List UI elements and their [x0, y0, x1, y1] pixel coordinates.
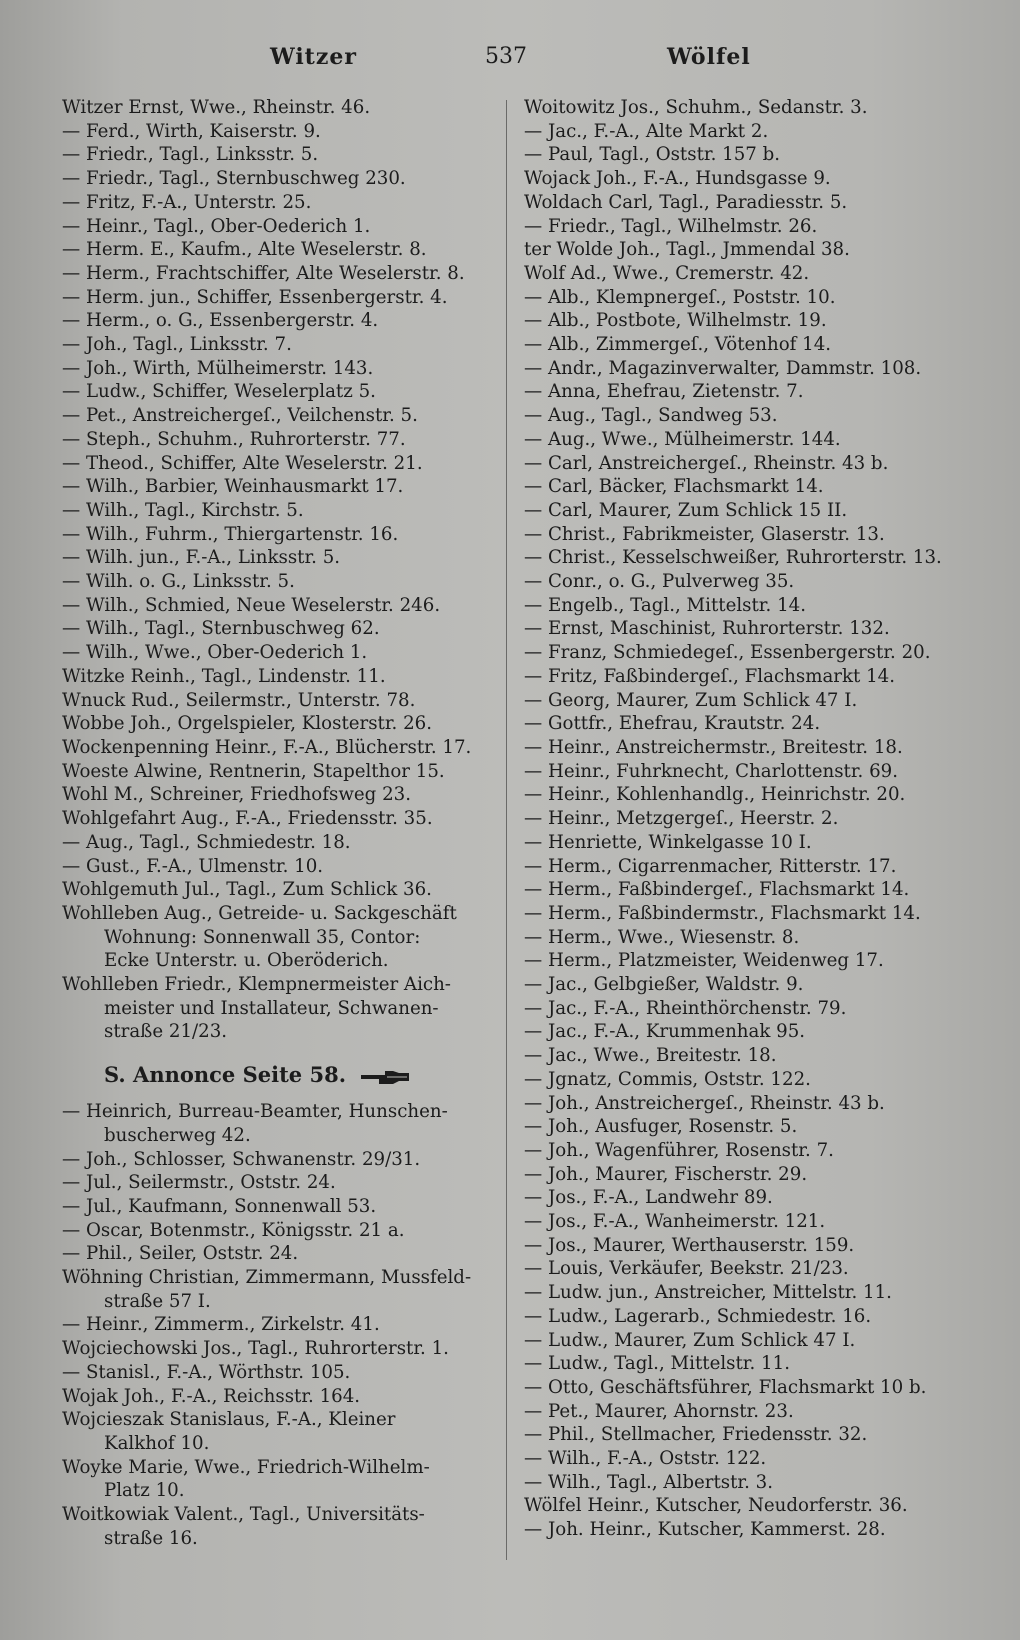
entry: — Ludw. jun., Anstreicher, Mittelstr. 11.: [524, 1282, 892, 1304]
entry: — Herm., Faßbindergeſ., Flachsmarkt 14.: [524, 879, 910, 901]
entry: — Joh., Ausfuger, Rosenstr. 5.: [524, 1116, 798, 1138]
entry: — Herm., Cigarrenmacher, Ritterstr. 17.: [524, 855, 897, 877]
entry: — Heinr., Kohlenhandlg., Heinrichstr. 20.: [524, 784, 906, 806]
entry: Woldach Carl, Tagl., Paradiesstr. 5.: [524, 191, 848, 213]
entry: — Carl, Maurer, Zum Schlick 15 II.: [524, 499, 848, 521]
entry: — Friedr., Tagl., Linksstr. 5.: [62, 144, 319, 166]
entry: — Anna, Ehefrau, Zietenstr. 7.: [524, 381, 804, 403]
entry: — Ludw., Schiffer, Weselerplatz 5.: [62, 381, 376, 403]
entry: — Herm., Platzmeister, Weidenweg 17.: [524, 950, 884, 972]
entry: — Aug., Tagl., Sandweg 53.: [524, 405, 778, 427]
entry: — Christ., Kesselschweißer, Ruhrorterstr. 13.: [524, 547, 942, 569]
entry: — Carl, Bäcker, Flachsmarkt 14.: [524, 476, 824, 498]
entry: — Wilh. o. G., Linksstr. 5.: [62, 571, 295, 593]
entry: — Heinr., Anstreichermstr., Breitestr. 18.: [524, 736, 903, 758]
entry: Wöhning Christian, Zimmermann, Mussfeld-: [62, 1267, 472, 1289]
entry: — Louis, Verkäufer, Beekstr. 21/23.: [524, 1258, 849, 1280]
page-number: 537: [485, 44, 527, 69]
entry: Wohlleben Friedr., Klempnermeister Aich-: [62, 974, 451, 996]
entry: — Jac., Gelbgießer, Waldstr. 9.: [524, 974, 804, 996]
entry: — Herm. E., Kaufm., Alte Weselerstr. 8.: [62, 239, 427, 261]
entry: — Heinr., Zimmerm., Zirkelstr. 41.: [62, 1314, 380, 1336]
entry: — Gottfr., Ehefrau, Krautstr. 24.: [524, 713, 821, 735]
entry: Woyke Marie, Wwe., Friedrich-Wilhelm-: [62, 1456, 430, 1478]
entry: — Wilh., Fuhrm., Thiergartenstr. 16.: [62, 523, 399, 545]
entry: — Joh., Anstreichergeſ., Rheinstr. 43 b.: [524, 1092, 885, 1114]
entry: — Theod., Schiffer, Alte Weselerstr. 21.: [62, 452, 423, 474]
entry: — Jac., F.-A., Alte Markt 2.: [524, 120, 769, 142]
entry: — Ferd., Wirth, Kaiserstr. 9.: [62, 120, 321, 142]
entry: — Jos., Maurer, Werthauserstr. 159.: [524, 1234, 855, 1256]
entry-continuation: Wohnung: Sonnenwall 35, Contor:: [104, 926, 421, 948]
entry: — Fritz, Faßbindergeſ., Flachsmarkt 14.: [524, 665, 896, 687]
entry: Woitkowiak Valent., Tagl., Universitäts-: [62, 1504, 425, 1526]
entry: Wohlleben Aug., Getreide- u. Sackgeschäft: [62, 902, 457, 924]
entry: — Herm. jun., Schiffer, Essenbergerstr. 4.: [62, 286, 448, 308]
entry: — Jgnatz, Commis, Oststr. 122.: [524, 1068, 811, 1090]
entry: Wohlgemuth Jul., Tagl., Zum Schlick 36.: [62, 879, 432, 901]
entry: — Herm., o. G., Essenbergerstr. 4.: [62, 310, 379, 332]
entry: — Heinr., Metzgergeſ., Heerstr. 2.: [524, 808, 839, 830]
entry: — Jul., Seilermstr., Oststr. 24.: [62, 1172, 336, 1194]
entry-continuation: Kalkhof 10.: [104, 1432, 210, 1454]
entry: — Jac., F.-A., Rheinthörchenstr. 79.: [524, 997, 847, 1019]
entry: — Paul, Tagl., Oststr. 157 b.: [524, 144, 781, 166]
entry: — Jul., Kaufmann, Sonnenwall 53.: [62, 1195, 377, 1217]
entry: — Ludw., Lagerarb., Schmiedestr. 16.: [524, 1305, 872, 1327]
entry: — Aug., Wwe., Mülheimerstr. 144.: [524, 428, 841, 450]
page-header: [0, 44, 1020, 84]
entry-continuation: Platz 10.: [104, 1480, 185, 1502]
entry: Wolf Ad., Wwe., Cremerstr. 42.: [524, 262, 810, 284]
entry: — Herm., Frachtschiffer, Alte Weselerstr. 8.: [62, 262, 465, 284]
entry-continuation: meister und Installateur, Schwanen-: [104, 997, 439, 1019]
entry: — Wilh., Tagl., Sternbuschweg 62.: [62, 618, 380, 640]
entry: — Heinr., Fuhrknecht, Charlottenstr. 69.: [524, 760, 899, 782]
entry: Wohl M., Schreiner, Friedhofsweg 23.: [62, 784, 411, 806]
entry-continuation: straße 57 I.: [104, 1290, 211, 1312]
entry-continuation: buscherweg 42.: [104, 1124, 251, 1146]
entry: — Wilh., Barbier, Weinhausmarkt 17.: [62, 476, 404, 498]
entry: — Ludw., Maurer, Zum Schlick 47 I.: [524, 1329, 856, 1351]
entry: Wohlgefahrt Aug., F.-A., Friedensstr. 35.: [62, 808, 433, 830]
entry: — Jac., F.-A., Krummenhak 95.: [524, 1021, 806, 1043]
entry: — Joh., Wirth, Mülheimerstr. 143.: [62, 357, 374, 379]
entry: — Wilh., Tagl., Kirchstr. 5.: [62, 499, 304, 521]
entry: — Wilh. jun., F.-A., Linksstr. 5.: [62, 547, 341, 569]
entry: — Christ., Fabrikmeister, Glaserstr. 13.: [524, 523, 885, 545]
entry: — Gust., F.-A., Ulmenstr. 10.: [62, 855, 324, 877]
entry: — Ludw., Tagl., Mittelstr. 11.: [524, 1353, 790, 1375]
entry: Wojciechowski Jos., Tagl., Ruhrorterstr. 1.: [62, 1338, 449, 1360]
entry: — Alb., Postbote, Wilhelmstr. 19.: [524, 310, 827, 332]
entry: — Carl, Anstreichergeſ., Rheinstr. 43 b.: [524, 452, 889, 474]
entry: — Wilh., F.-A., Oststr. 122.: [524, 1448, 767, 1470]
entry: Wobbe Joh., Orgelspieler, Klosterstr. 26.: [62, 713, 433, 735]
entry: — Fritz, F.-A., Unterstr. 25.: [62, 191, 312, 213]
entry: Woitowitz Jos., Schuhm., Sedanstr. 3.: [524, 97, 868, 118]
entry-continuation: Ecke Unterstr. u. Oberöderich.: [104, 950, 389, 972]
entry: — Alb., Klempnergeſ., Poststr. 10.: [524, 286, 836, 308]
entry: — Andr., Magazinverwalter, Dammstr. 108.: [524, 357, 922, 379]
entry: Witzke Reinh., Tagl., Lindenstr. 11.: [62, 665, 386, 687]
entry: — Joh., Schlosser, Schwanenstr. 29/31.: [62, 1148, 421, 1170]
entry: — Engelb., Tagl., Mittelstr. 14.: [524, 594, 806, 616]
entry: — Steph., Schuhm., Ruhrorterstr. 77.: [62, 428, 406, 450]
entry: Witzer Ernst, Wwe., Rheinstr. 46.: [62, 97, 371, 118]
advertisement-note: [62, 1060, 502, 1090]
entry: — Georg, Maurer, Zum Schlick 47 I.: [524, 689, 858, 711]
entry: — Friedr., Tagl., Wilhelmstr. 26.: [524, 215, 818, 237]
entry: — Jos., F.-A., Wanheimerstr. 121.: [524, 1211, 826, 1233]
entry: — Heinr., Tagl., Ober-Oederich 1.: [62, 215, 371, 237]
entry: — Joh., Tagl., Linksstr. 7.: [62, 334, 292, 356]
entry: — Franz, Schmiedegeſ., Essenbergerstr. 20.: [524, 642, 931, 664]
advertisement-note-text: S. Annonce Seite 58.: [104, 1062, 347, 1088]
header-left-keyword: Witzer: [270, 44, 357, 70]
entry: Wnuck Rud., Seilermstr., Unterstr. 78.: [62, 689, 416, 711]
entry: Wockenpenning Heinr., F.-A., Blücherstr. 17.: [62, 736, 472, 758]
entry: — Wilh., Tagl., Albertstr. 3.: [524, 1471, 774, 1493]
entry-continuation: straße 21/23.: [104, 1021, 228, 1043]
left-column: [62, 96, 502, 1550]
entry: ter Wolde Joh., Tagl., Jmmendal 38.: [524, 239, 850, 261]
entry: — Otto, Geschäftsführer, Flachsmarkt 10 b.: [524, 1376, 927, 1398]
entry: Wojak Joh., F.-A., Reichsstr. 164.: [62, 1385, 361, 1407]
entry: — Aug., Tagl., Schmiedestr. 18.: [62, 831, 351, 853]
entry: — Stanisl., F.-A., Wörthstr. 105.: [62, 1361, 351, 1383]
entry-continuation: straße 16.: [104, 1527, 198, 1549]
entry: Woeste Alwine, Rentnerin, Stapelthor 15.: [62, 760, 445, 782]
entry: Wölfel Heinr., Kutscher, Neudorferstr. 36.: [524, 1495, 908, 1517]
entry: — Ernst, Maschinist, Ruhrorterstr. 132.: [524, 618, 890, 640]
entry: — Henriette, Winkelgasse 10 I.: [524, 831, 812, 853]
entry: — Alb., Zimmergeſ., Vötenhof 14.: [524, 334, 832, 356]
column-divider: [506, 100, 507, 1560]
entry: — Jac., Wwe., Breitestr. 18.: [524, 1045, 777, 1067]
entry: — Conr., o. G., Pulverweg 35.: [524, 571, 795, 593]
entry: — Pet., Anstreichergeſ., Veilchenstr. 5.: [62, 405, 418, 427]
entry: — Joh. Heinr., Kutscher, Kammerst. 28.: [524, 1519, 886, 1541]
entry: — Phil., Seiler, Oststr. 24.: [62, 1243, 299, 1265]
entry: — Phil., Stellmacher, Friedensstr. 32.: [524, 1424, 868, 1446]
entry: — Heinrich, Burreau-Beamter, Hunschen-: [62, 1101, 448, 1123]
entry: — Herm., Faßbindermstr., Flachsmarkt 14.: [524, 902, 921, 924]
entry: — Friedr., Tagl., Sternbuschweg 230.: [62, 168, 406, 190]
right-column: [524, 96, 964, 1542]
header-right-keyword: Wölfel: [667, 44, 751, 70]
entry: — Pet., Maurer, Ahornstr. 23.: [524, 1400, 794, 1422]
entry: — Wilh., Schmied, Neue Weselerstr. 246.: [62, 594, 441, 616]
entry: — Oscar, Botenmstr., Königsstr. 21 a.: [62, 1219, 405, 1241]
entry: — Herm., Wwe., Wiesenstr. 8.: [524, 926, 800, 948]
pointing-hand-icon: [359, 1068, 411, 1086]
entry: — Joh., Wagenführer, Rosenstr. 7.: [524, 1139, 834, 1161]
entry: — Wilh., Wwe., Ober-Oederich 1.: [62, 642, 368, 664]
entry: — Joh., Maurer, Fischerstr. 29.: [524, 1163, 808, 1185]
entry: Wojack Joh., F.-A., Hundsgasse 9.: [524, 168, 831, 190]
entry: Wojcieszak Stanislaus, F.-A., Kleiner: [62, 1409, 396, 1431]
entry: — Jos., F.-A., Landwehr 89.: [524, 1187, 773, 1209]
